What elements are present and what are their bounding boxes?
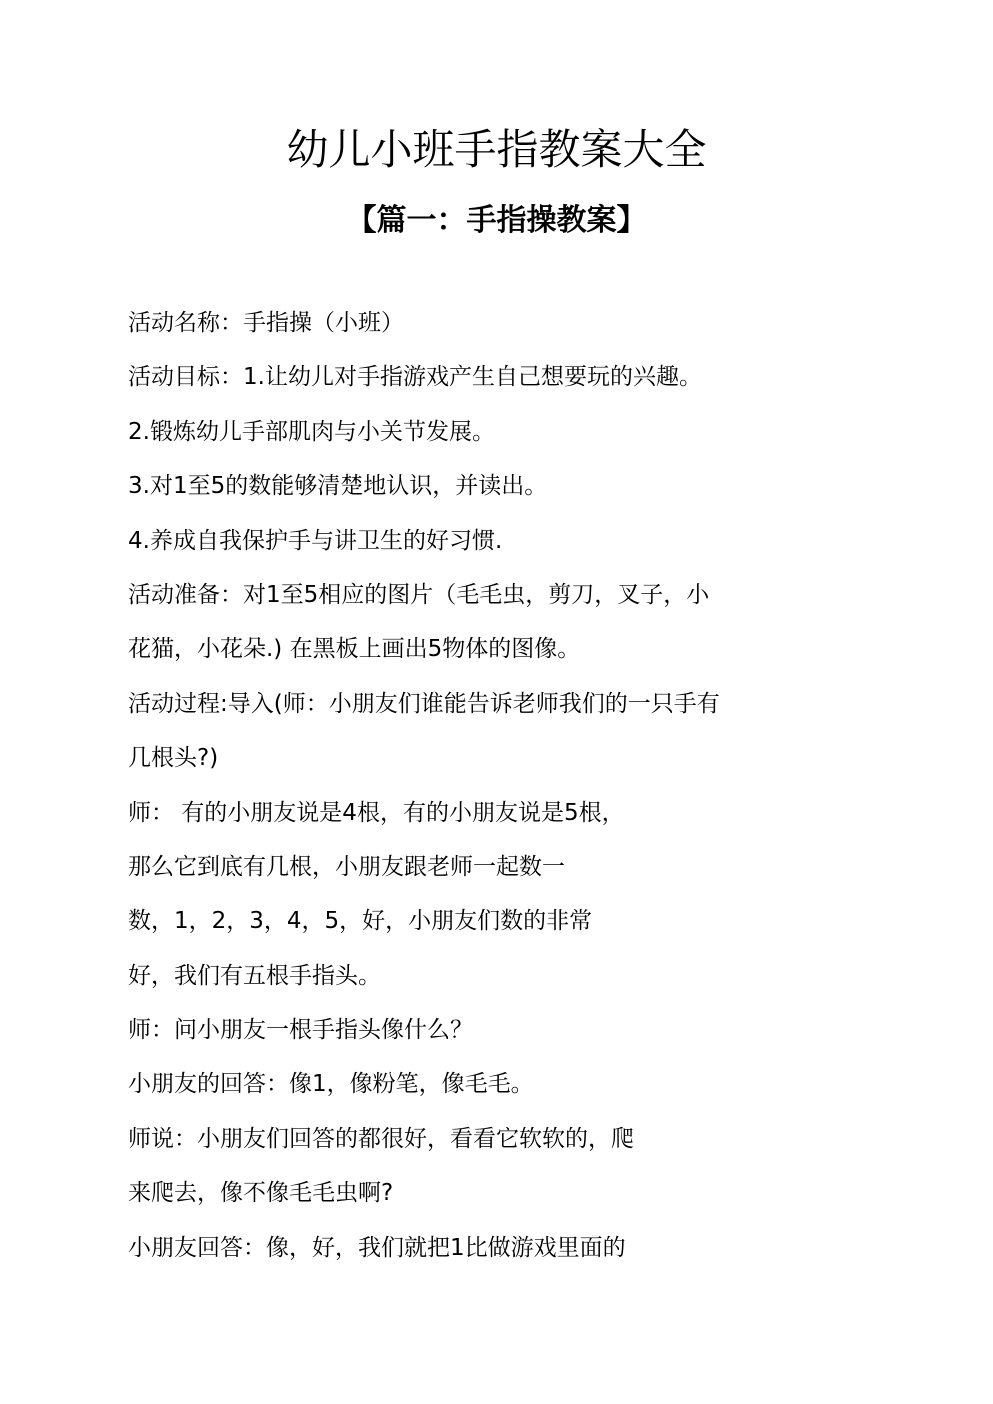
activity-goal-3: 3.对1至5的数能够清楚地认识，并读出。 [128,473,548,500]
document-title: 幼儿小班手指教案大全 [286,125,707,174]
activity-preparation-cont: 花猫，小花朵.) 在黑板上画出5物体的图像。 [128,636,581,663]
body-line: 师说：小朋友们回答的都很好，看看它软软的，爬 [128,1125,634,1152]
activity-name: 活动名称：手指操（小班） [128,310,404,336]
body-line: 那么它到底有几根，小朋友跟老师一起数一 [128,853,565,880]
body-line: 小朋友的回答：像1，像粉笔，像毛毛。 [128,1071,534,1098]
body-line: 好，我们有五根手指头。 [128,962,381,989]
body-line: 数，1，2，3，4，5，好，小朋友们数的非常 [128,908,593,935]
activity-goal-2: 2.锻炼幼儿手部肌肉与小关节发展。 [128,418,495,445]
body-line: 师： 有的小朋友说是4根，有的小朋友说是5根， [128,799,625,826]
body-line: 师：问小朋友一根手指头像什么？ [128,1017,473,1044]
activity-preparation: 活动准备：对1至5相应的图片（毛毛虫，剪刀，叉子，小 [128,581,710,608]
activity-process: 活动过程:导入(师：小朋友们谁能告诉老师我们的一只手有 [128,690,720,717]
section-heading: 【篇一：手指操教案】 [346,203,647,238]
activity-process-cont: 几根头?) [128,745,219,772]
body-line: 来爬去，像不像毛毛虫啊? [128,1180,394,1207]
document-body [128,296,828,1275]
activity-goal-4: 4.养成自我保护手与讲卫生的好习惯. [128,527,503,554]
activity-goal-1: 活动目标：1.让幼儿对手指游戏产生自己想要玩的兴趣。 [128,364,702,391]
body-line: 小朋友回答：像，好，我们就把1比做游戏里面的 [128,1234,626,1261]
